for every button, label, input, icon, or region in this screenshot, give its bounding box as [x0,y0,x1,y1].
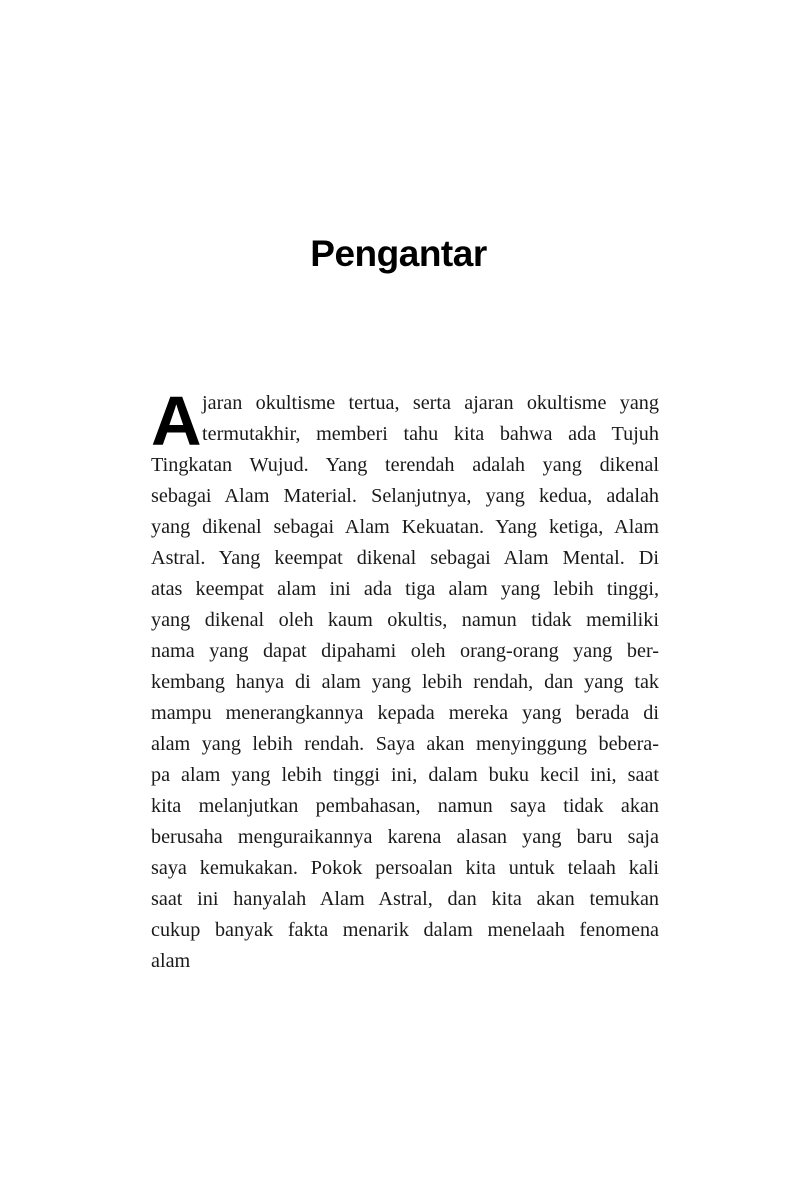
paragraph-line: atas keempat alam ini ada tiga alam yang lebih tinggi, [151,578,659,600]
paragraph-line: mampu menerangkannya kepada mereka yang berada di [151,702,659,724]
paragraph-line: berusaha menguraikannya karena alasan yang baru saja [151,826,659,848]
paragraph-line: cukup banyak fakta menarik dalam menelaah fenomena [151,919,659,941]
paragraph-line: Tingkatan Wujud. Yang terendah adalah yang dikenal [151,454,659,476]
paragraph-line: saat ini hanyalah Alam Astral, dan kita akan temukan [151,888,659,910]
paragraph-line: termutakhir, memberi tahu kita bahwa ada Tujuh [202,423,659,445]
paragraph-line: yang dikenal oleh kaum okultis, namun tidak memiliki [151,609,659,631]
paragraph-line: kita melanjutkan pembahasan, namun saya tidak akan [151,795,659,817]
drop-cap: A [151,382,201,460]
paragraph-line: alam yang lebih rendah. Saya akan menyinggung bebera- [151,733,659,755]
paragraph-line: kembang hanya di alam yang lebih rendah, dan yang tak [151,671,659,693]
paragraph-line: yang dikenal sebagai Alam Kekuatan. Yang ketiga, Alam [151,516,659,538]
paragraph-line: pa alam yang lebih tinggi ini, dalam buku kecil ini, saat [151,764,659,786]
paragraph-line: nama yang dapat dipahami oleh orang-orang yang ber- [151,640,659,662]
paragraph-line: saya kemukakan. Pokok persoalan kita untuk telaah kali [151,857,659,879]
paragraph-line: Astral. Yang keempat dikenal sebagai Alam Mental. Di [151,547,659,569]
body-paragraph [151,382,659,977]
paragraph-line: jaran okultisme tertua, serta ajaran okultisme yang [202,392,659,414]
page-title: Pengantar [310,232,487,274]
paragraph-line: sebagai Alam Material. Selanjutnya, yang kedua, adalah [151,485,659,507]
paragraph-line: alam [151,950,191,972]
